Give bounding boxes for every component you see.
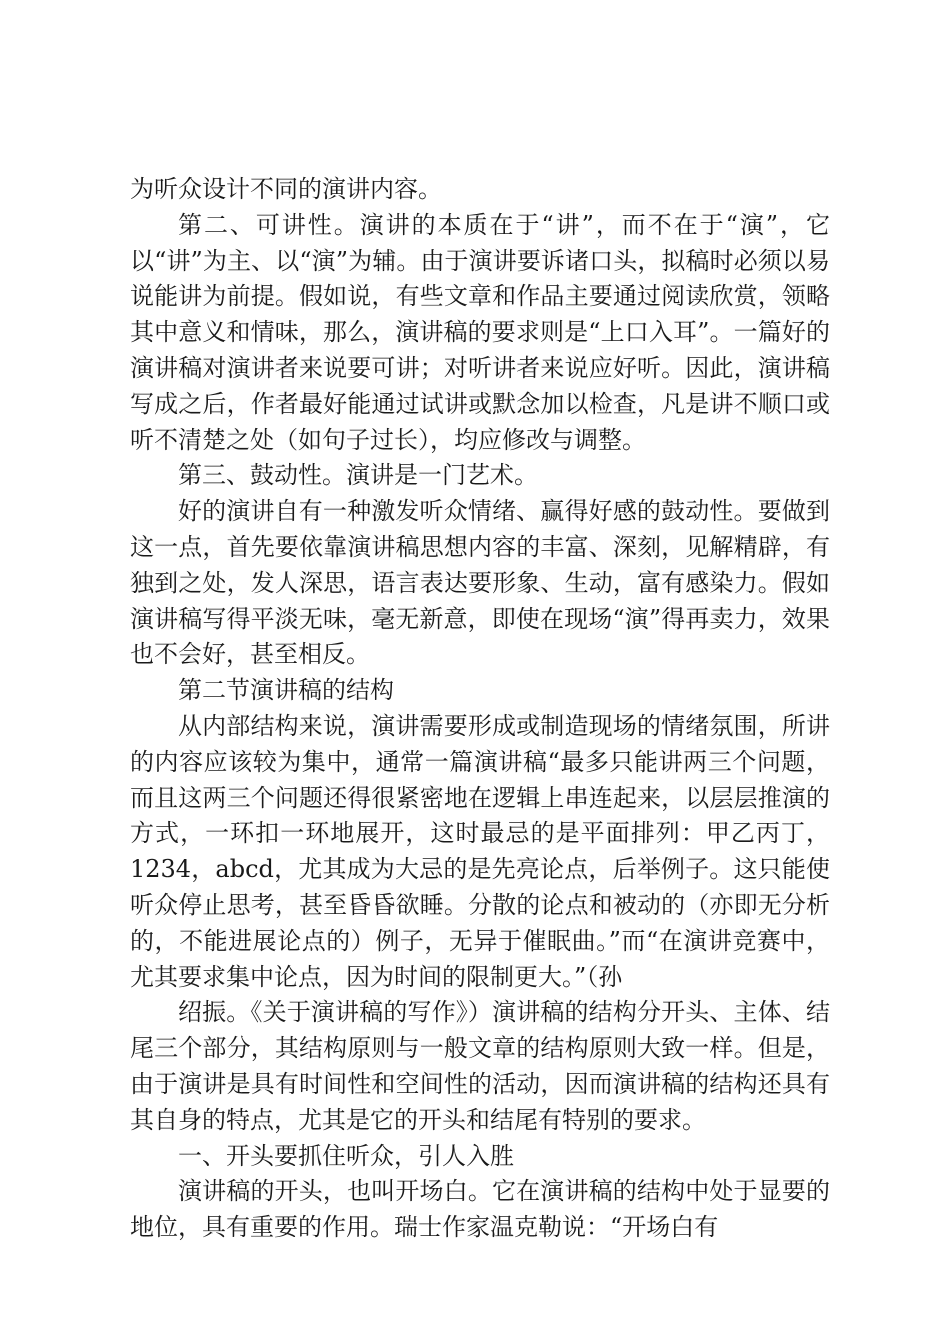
paragraph: 演讲稿的开头，也叫开场白。它在演讲稿的结构中处于显要的地位，具有重要的作用。瑞士作家温克勒说：“开场白有 (130, 1177, 830, 1242)
paragraph: 第二、可讲性。演讲的本质在于“讲”，而不在于“演”，它以“讲”为主、以“演”为辅。由于演讲要诉诸口头，拟稿时必须以易说能讲为前提。假如说，有些文章和作品主要通过阅读欣赏，领略其中意义和情味，那么，演讲稿的要求则是“上口入耳”。一篇好的演讲稿对演讲者来说要可讲；对听讲者来说应好听。因此，演讲稿写成之后，作者最好能通过试讲或默念加以检查，凡是讲不顺口或听不清楚之处（如句子过长），均应修改与调整。 (130, 210, 830, 454)
paragraph: 从内部结构来说，演讲需要形成或制造现场的情绪氛围，所讲的内容应该较为集中，通常一篇演讲稿“最多只能讲两三个问题，而且这两三个问题还得很紧密地在逻辑上串连起来，以层层推演的方式，一环扣一环地展开，这时最忌的是平面排列：甲乙丙丁，1234，abcd，尤其成为大忌的是先亮论点，后举例子。这只能使听众停止思考，甚至昏昏欲睡。分散的论点和被动的（亦即无分析的，不能进展论点的）例子，无异于催眠曲。”而“在演讲竞赛中，尤其要求集中论点，因为时间的限制更大。”（孙 (130, 711, 830, 991)
document-page (130, 172, 830, 1246)
paragraph: 好的演讲自有一种激发听众情绪、赢得好感的鼓动性。要做到这一点，首先要依靠演讲稿思想内容的丰富、深刻，见解精辟，有独到之处，发人深思，语言表达要形象、生动，富有感染力。假如演讲稿写得平淡无味，毫无新意，即使在现场“演”得再卖力，效果也不会好，甚至相反。 (130, 497, 830, 669)
paragraph: 为听众设计不同的演讲内容。 (130, 175, 442, 203)
section-heading: 第二节演讲稿的结构 (178, 676, 394, 705)
paragraph: 绍振。《关于演讲稿的写作》）演讲稿的结构分开头、主体、结尾三个部分，其结构原则与一般文章的结构原则大致一样。但是，由于演讲是具有时间性和空间性的活动，因而演讲稿的结构还具有其自身的特点，尤其是它的开头和结尾有特别的要求。 (130, 998, 830, 1134)
subsection-heading: 一、开头要抓住听众，引人入胜 (178, 1141, 514, 1170)
paragraph: 第三、鼓动性。演讲是一门艺术。 (178, 461, 538, 490)
